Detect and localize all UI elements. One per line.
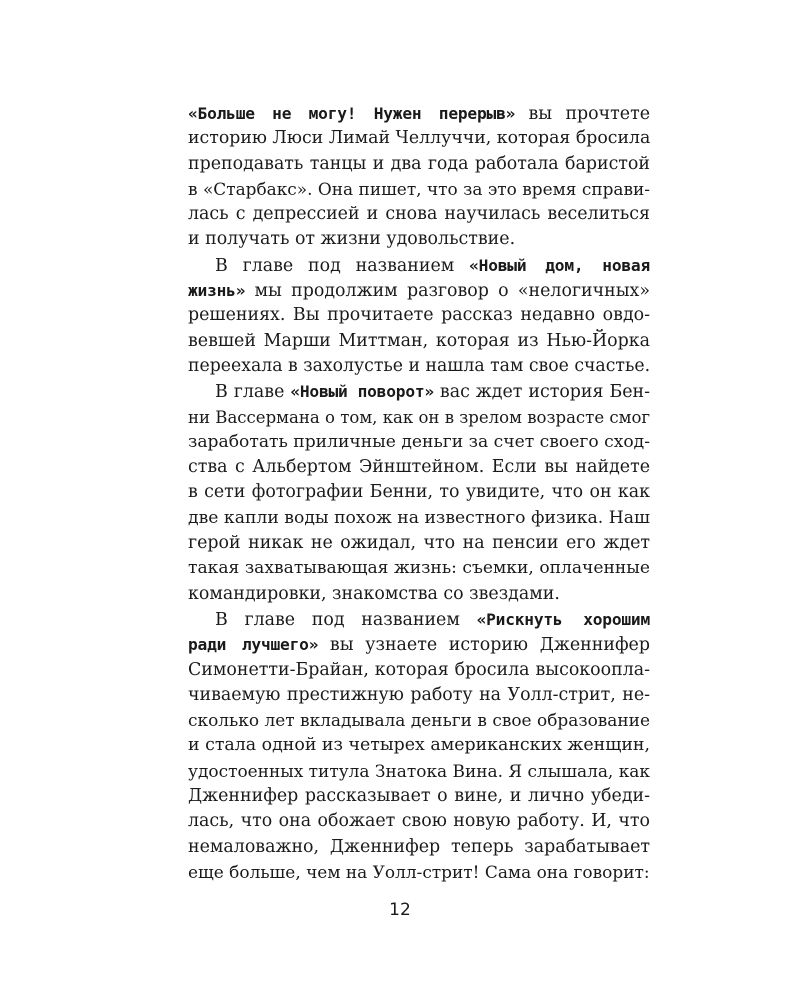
page-number: 12 [389,900,411,920]
text-line [188,531,650,556]
text-line [188,658,650,683]
text-run: и получать от жизни удовольствие. [188,229,516,250]
text-line [188,506,650,531]
text-run: вы узнаете историю Дженнифер [318,635,650,656]
text-line [188,253,650,278]
text-run: заработать приличные деньги за счет своего сход- [188,431,650,452]
text-run: историю Люси Лимай Челлуччи, которая бросила [188,128,651,149]
text-line [188,430,650,455]
text-run: В главе [215,382,291,403]
text-run: Симонетти-Брайан, которая бросила высокоопла- [188,659,650,680]
text-run: лась с депрессией и снова научилась веселиться [188,204,650,225]
text-line [188,177,650,202]
text-line [188,455,650,480]
text-run: и стала одной из четырех американских женщин, [188,735,650,756]
text-run: лась, что она обожает свою новую работу. И, что [188,811,650,832]
text-run: герой никак не ожидал, что на пенсии его ждет [188,533,650,554]
text-run: ни Вассермана о том, как он в зрелом возрасте смог [188,407,651,427]
text-line [188,708,650,733]
body-text [188,101,650,885]
text-run: переехала в захолустье и нашла там свое счастье. [188,355,651,376]
text-line [188,860,650,885]
text-run: ства с Альбертом Эйнштейном. Если вы найдете [188,457,650,478]
text-run: В главе под названием [215,255,470,276]
text-line [188,329,650,354]
text-run: в «Старбакс». Она пишет, что за это время справи- [188,178,650,199]
text-line [188,582,650,607]
text-line [188,202,650,227]
text-line [188,480,650,505]
text-run: удостоенных титула Знатока Вина. Я слышала, как [188,760,650,781]
chapter-title: «Новый поворот» [290,382,434,402]
text-run: мы продолжим разговор о «нелогичных» [245,281,650,302]
chapter-title: «Рискнуть хорошим [476,609,651,629]
text-line [188,126,650,151]
text-line [188,101,650,126]
text-run: еще больше, чем на Уолл-стрит! Сама она говорит: [188,861,650,882]
text-run: вы прочтете [515,104,650,124]
text-run: вевшей Марши Миттман, которая из Нью-Йорка [188,330,650,351]
chapter-title: «Больше не могу! Нужен перерыв» [188,104,516,123]
text-run: немаловажно, Дженнифер теперь зарабатывает [188,836,650,857]
text-run: решениях. Вы прочитаете рассказ недавно овдо- [188,305,650,326]
text-line [188,784,650,809]
text-line [188,632,650,657]
text-line [188,683,650,708]
text-run: В главе под названием [215,609,477,630]
text-line [188,405,650,430]
text-line [188,227,650,252]
text-line [188,152,650,177]
text-line [188,303,650,328]
chapter-title: «Новый дом, новая [469,255,651,275]
text-line [188,278,650,303]
text-line [188,835,650,860]
text-run: такая захватывающая жизнь: съемки, оплаченные [188,558,650,579]
text-run: вас ждет история Бен- [433,382,650,403]
chapter-title: жизнь» [188,281,246,301]
text-run: преподавать танцы и два года работала баристой [188,153,650,174]
text-run: чиваемую престижную работу на Уолл-стрит, не- [188,684,650,705]
text-run: командировки, знакомства со звездами. [188,583,560,604]
text-line [188,556,650,581]
text-run: две капли воды похож на известного физика. Наш [188,507,650,528]
text-line [188,759,650,784]
text-line [188,607,650,632]
text-line [188,809,650,834]
text-line [188,379,650,404]
text-run: сколько лет вкладывала деньги в свое образование [188,710,650,731]
text-run: в сети фотографии Бенни, то увидите, что он как [188,482,650,503]
text-line [188,733,650,758]
chapter-title: ради лучшего» [188,635,319,655]
text-run: Дженнифер рассказывает о вине, и лично убеди- [188,786,650,807]
text-line [188,354,650,379]
